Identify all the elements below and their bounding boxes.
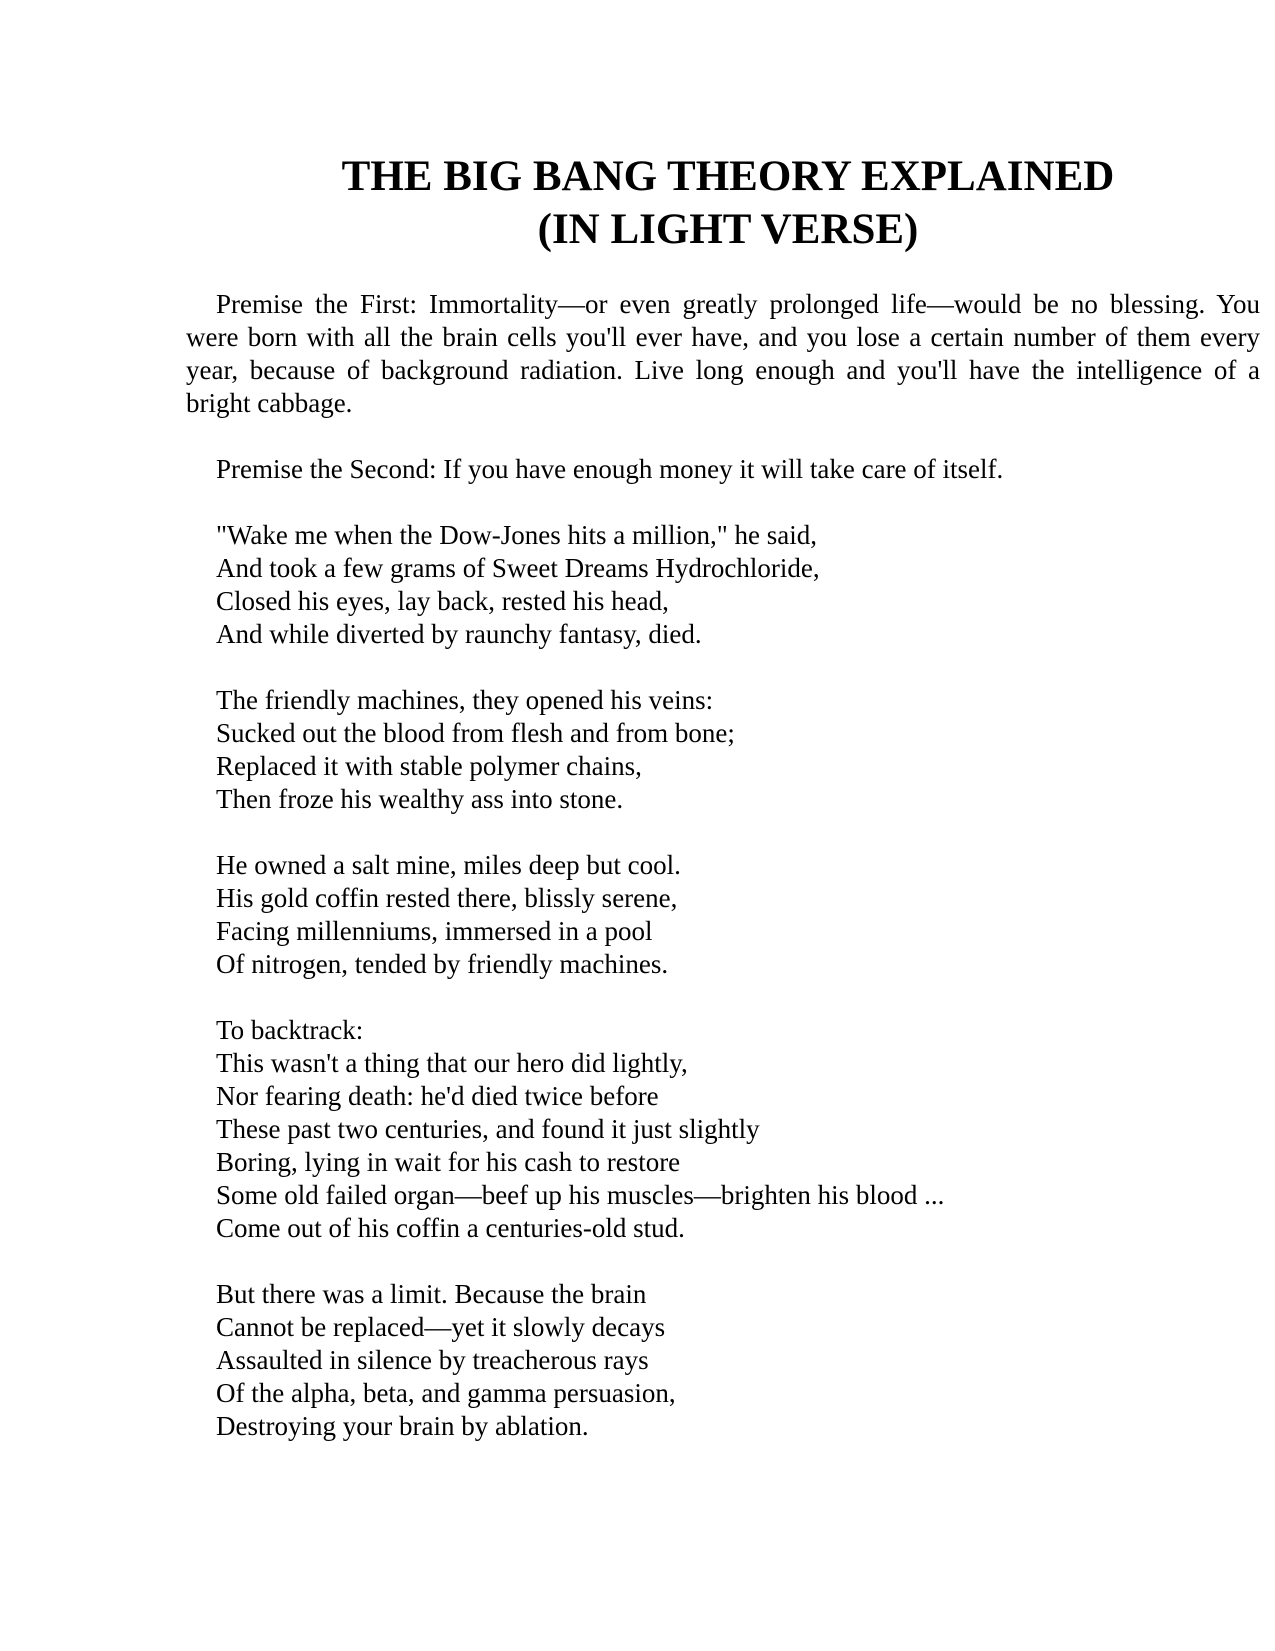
verse-line: And while diverted by raunchy fantasy, died. xyxy=(216,619,702,649)
verse-line: But there was a limit. Because the brain xyxy=(216,1279,647,1309)
premise-second: Premise the Second: If you have enough money it will take care of itself. xyxy=(216,454,1004,484)
stanza-2 xyxy=(216,684,1260,816)
verse-line: Nor fearing death: he'd died twice before xyxy=(216,1081,659,1111)
verse-line: Assaulted in silence by treacherous rays xyxy=(216,1345,649,1375)
verse-line: His gold coffin rested there, blissly serene, xyxy=(216,883,678,913)
page-title xyxy=(186,150,1260,256)
premise-first: Premise the First: Immortality—or even greatly prolonged life—would be no blessing. You were born with all the brain cells you'll ever have, and you lose a certain number of them every year, because of background radiation. Live long enough and you'll have the intelligence of a bright cabbage. xyxy=(186,289,1260,418)
stanza-4 xyxy=(216,1014,1260,1245)
verse-line: Destroying your brain by ablation. xyxy=(216,1411,589,1441)
stanza-1 xyxy=(216,519,1260,651)
verse-line: Of the alpha, beta, and gamma persuasion, xyxy=(216,1378,676,1408)
verse-line: This wasn't a thing that our hero did lightly, xyxy=(216,1048,688,1078)
document-page xyxy=(186,150,1260,1443)
verse-line: These past two centuries, and found it just slightly xyxy=(216,1114,760,1144)
verse-line: "Wake me when the Dow-Jones hits a million," he said, xyxy=(216,520,818,550)
title-line-2: (IN LIGHT VERSE) xyxy=(537,206,919,253)
verse-line: And took a few grams of Sweet Dreams Hydrochloride, xyxy=(216,553,820,583)
verse-line: Sucked out the blood from flesh and from bone; xyxy=(216,718,735,748)
verse-line: Come out of his coffin a centuries-old stud. xyxy=(216,1213,685,1243)
verse-line: Replaced it with stable polymer chains, xyxy=(216,751,642,781)
verse-line: He owned a salt mine, miles deep but cool. xyxy=(216,850,681,880)
verse-line: Some old failed organ—beef up his muscles—brighten his blood ... xyxy=(216,1180,945,1210)
verse-line: To backtrack: xyxy=(216,1015,364,1045)
verse-line: Of nitrogen, tended by friendly machines. xyxy=(216,949,669,979)
verse-line: Facing millenniums, immersed in a pool xyxy=(216,916,653,946)
verse-line: Closed his eyes, lay back, rested his head, xyxy=(216,586,669,616)
title-line-1: THE BIG BANG THEORY EXPLAINED xyxy=(341,153,1115,200)
stanza-5 xyxy=(216,1278,1260,1443)
verse-line: Cannot be replaced—yet it slowly decays xyxy=(216,1312,666,1342)
verse-line: The friendly machines, they opened his veins: xyxy=(216,685,714,715)
verse-line: Boring, lying in wait for his cash to restore xyxy=(216,1147,681,1177)
stanza-3 xyxy=(216,849,1260,981)
verse-line: Then froze his wealthy ass into stone. xyxy=(216,784,624,814)
